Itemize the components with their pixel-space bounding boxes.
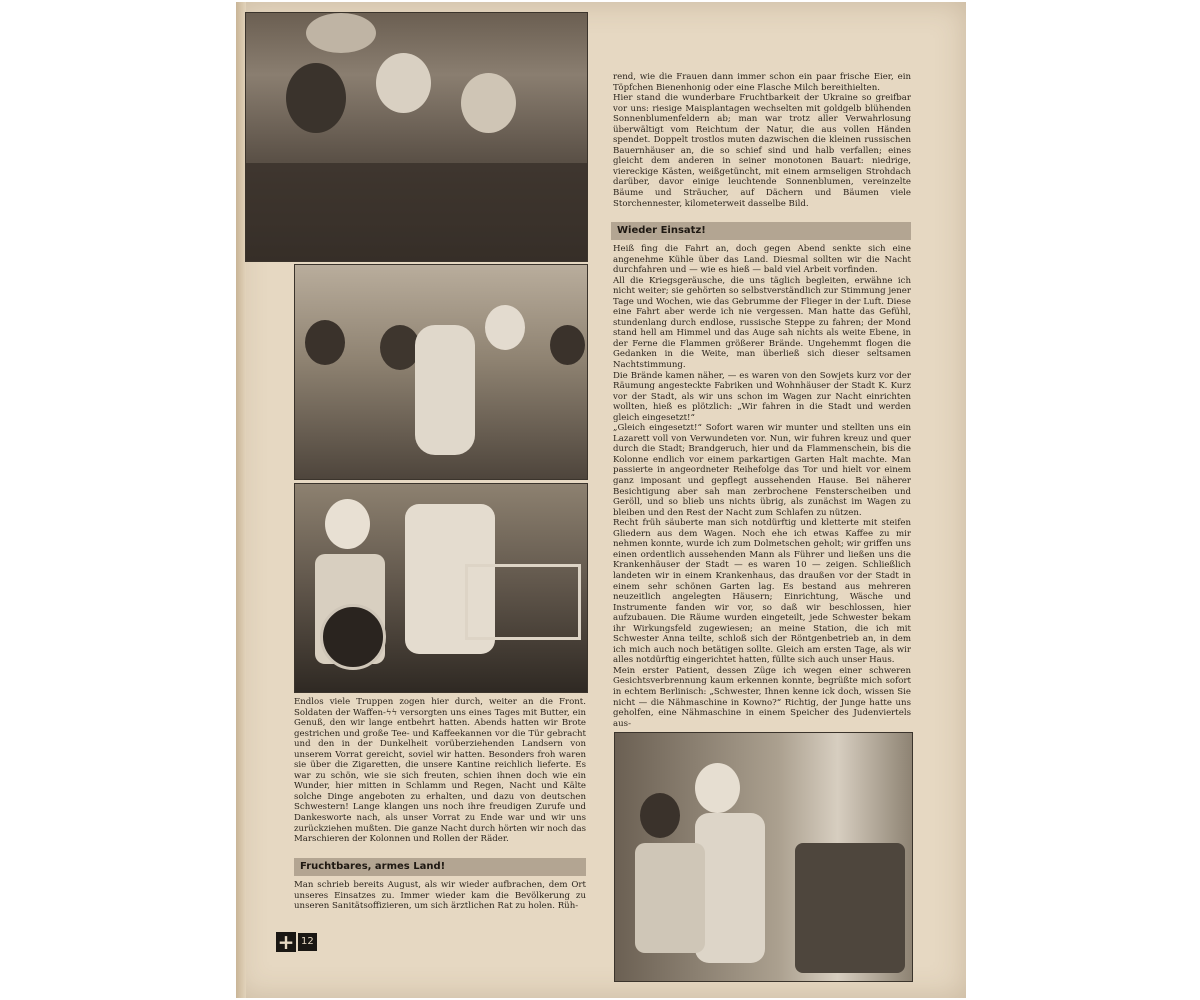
page-number: 12	[298, 933, 317, 951]
section-heading-wieder-einsatz: Wieder Einsatz!	[611, 222, 911, 240]
photo-nurse-patients-window	[614, 732, 913, 982]
paragraph: rend, wie die Frauen dann immer schon ein paar frische Eier, ein Töpfchen Bienenhonig oder eine Flasche Milch bereithielten.	[613, 72, 911, 93]
photo-soldiers-outdoors	[245, 12, 588, 262]
photo-nurse-sterilizer	[294, 483, 588, 693]
paragraph: Recht früh säuberte man sich notdürftig und kletterte mit steifen Gliedern aus dem Wagen. Noch ehe ich etwas Kaffee zu mir nehmen konnte, wurde ich zum Dolmetschen geholt; wir griffen uns einen ordentlich aussehenden Mann als Führer und ließen uns die Krankenhäuser der Stadt — es waren 10 — zeigen. Schließlich landeten wir in einem Krankenhaus, das draußen vor der Stadt in einem sehr schönen Garten lag. Es bestand aus mehreren neuzeitlich angelegten Häusern; Einrichtung, Wäsche und Instrumente fanden wir vor, so daß wir beschlossen, hier aufzubauen. Die Räume wurden eingeteilt, jede Schwester bekam ihr Wirkungsfeld zugewiesen; an meine Station, die ich mit Schwester Anna teilte, schloß sich der Röntgenbetrieb an, in dem ich mich auch noch betätigen sollte. Gleich am ersten Tage, als wir alles notdürftig eingerichtet hatten, füllte sich auch unser Haus.	[613, 518, 911, 666]
page-number-badge	[276, 932, 317, 952]
section-heading-fruchtbares-land: Fruchtbares, armes Land!	[294, 858, 586, 876]
right-column-top-text	[613, 72, 911, 209]
paragraph: All die Kriegsgeräusche, die uns täglich begleiten, erwähne ich nicht weiter; sie gehörten so selbstverständlich zur Stimmung jener Tage und Wochen, wie das Gebrumme der Flieger in der Luft. Diese eine Fahrt aber werde ich nie vergessen. Man hatte das Gefühl, stundenlang durch endlose, russische Steppe zu fahren; der Mond stand hell am Himmel und das Auge sah nichts als weite Ebene, in der Ferne die Flammen größerer Brände. Ungehemmt flogen die Gedanken in die Weite, man überließ sich dieser seltsamen Nachtstimmung.	[613, 275, 911, 371]
paragraph: Man schrieb bereits August, als wir wieder aufbrachen, dem Ort unseres Einsatzes zu. Immer wieder kam die Bevölkerung zu unseren Sanitätsoffizieren, um sich ärztlichen Rat zu holen. Rüh-	[294, 880, 586, 912]
paragraph: Heiß fing die Fahrt an, doch gegen Abend senkte sich eine angenehme Kühle über das Land. Diesmal sollten wir die Nacht durchfahren und — wie es hieß — bald viel Arbeit vorfinden.	[613, 244, 911, 276]
paragraph: Mein erster Patient, dessen Züge ich wegen einer schweren Gesichtsverbrennung kaum erkennen konnte, begrüßte mich sofort in echtem Berlinisch: „Schwester, Ihnen kenne ick doch, wissen Sie nicht — die Nähmaschine in Kowno?“ Richtig, der Junge hatte uns geholfen, eine Nähmaschine in einem Speicher des Judenviertels aus-	[613, 665, 911, 729]
left-column-text	[294, 697, 586, 845]
red-cross-emblem-icon: +	[277, 930, 295, 954]
photo-ward-treatment	[294, 264, 588, 480]
paragraph: Endlos viele Truppen zogen hier durch, weiter an die Front. Soldaten der Waffen-ϟϟ versorgten uns eines Tages mit Butter, ein Genuß, den wir lange entbehrt hatten. Abends hatten wir Brote gestrichen und große Tee- und Kaffeekannen vor die Tür gebracht und den in der Dunkelheit vorüberziehenden Landsern von unserem Vorrat gereicht, soviel wir hatten. Besonders froh waren sie über die Zigaretten, die unsere Kantine reichlich lieferte. Es war zu schön, wie sie sich freuten, schien ihnen doch wie ein Wunder, hier mitten in Schlamm und Regen, Nacht und Kälte solche Dinge angeboten zu erhalten, und dazu von deutschen Schwestern! Lange klangen uns noch ihre freudigen Zurufe und Dankesworte nach, als unser Vorrat zu Ende war und wir uns zurückziehen mußten. Die ganze Nacht durch hörten wir noch das Marschieren der Kolonnen und Rollen der Räder.	[294, 697, 586, 845]
left-column-bottom-text	[294, 880, 586, 912]
paragraph: Hier stand die wunderbare Fruchtbarkeit der Ukraine so greifbar vor uns: riesige Maisplantagen wechselten mit goldgelb blühenden Sonnenblumenfeldern ab; man war trotz aller Verwahrlosung überwältigt vom Reichtum der Natur, die aus vollen Händen spendet. Doppelt trostlos muten dazwischen die kleinen russischen Bauernhäuser an, die so schief sind und halb verfallen; eines gleicht dem anderen in seiner monotonen Bauart: niedrige, viereckige Kästen, weißgetüncht, mit einem armseligen Strohdach darüber, davor einige leuchtende Sonnenblumen, vereinzelte Bäume und Sträucher, auf Dächern und Bäumen viele Storchennester, kilometerweit dasselbe Bild.	[613, 93, 911, 209]
magazine-page	[236, 2, 966, 998]
paragraph: „Gleich eingesetzt!“ Sofort waren wir munter und stellten uns ein Lazarett voll von Verwundeten vor. Nun, wir fuhren kreuz und quer durch die Stadt; Brandgeruch, hier und da Flammenschein, bis die Kolonne endlich vor einem parkartigen Garten Halt machte. Man passierte in angeordneter Reihefolge das Tor und hielt vor einem ganz imposant und gepflegt aussehenden Hause. Bei näherer Besichtigung aber sah man zerbrochene Fensterscheiben und Geröll, und so blieb uns nichts übrig, als zunächst im Wagen zu bleiben und den Rest der Nacht zum Schlafen zu nützen.	[613, 423, 911, 518]
paragraph: Die Brände kamen näher, — es waren von den Sowjets kurz vor der Räumung angesteckte Fabriken und Wohnhäuser der Stadt K. Kurz vor der Stadt, als wir uns schon im Wagen zur Nacht einrichten wollten, hieß es plötzlich: „Wir fahren in die Stadt und werden gleich eingesetzt!“	[613, 370, 911, 423]
right-column-main-text	[613, 244, 911, 729]
